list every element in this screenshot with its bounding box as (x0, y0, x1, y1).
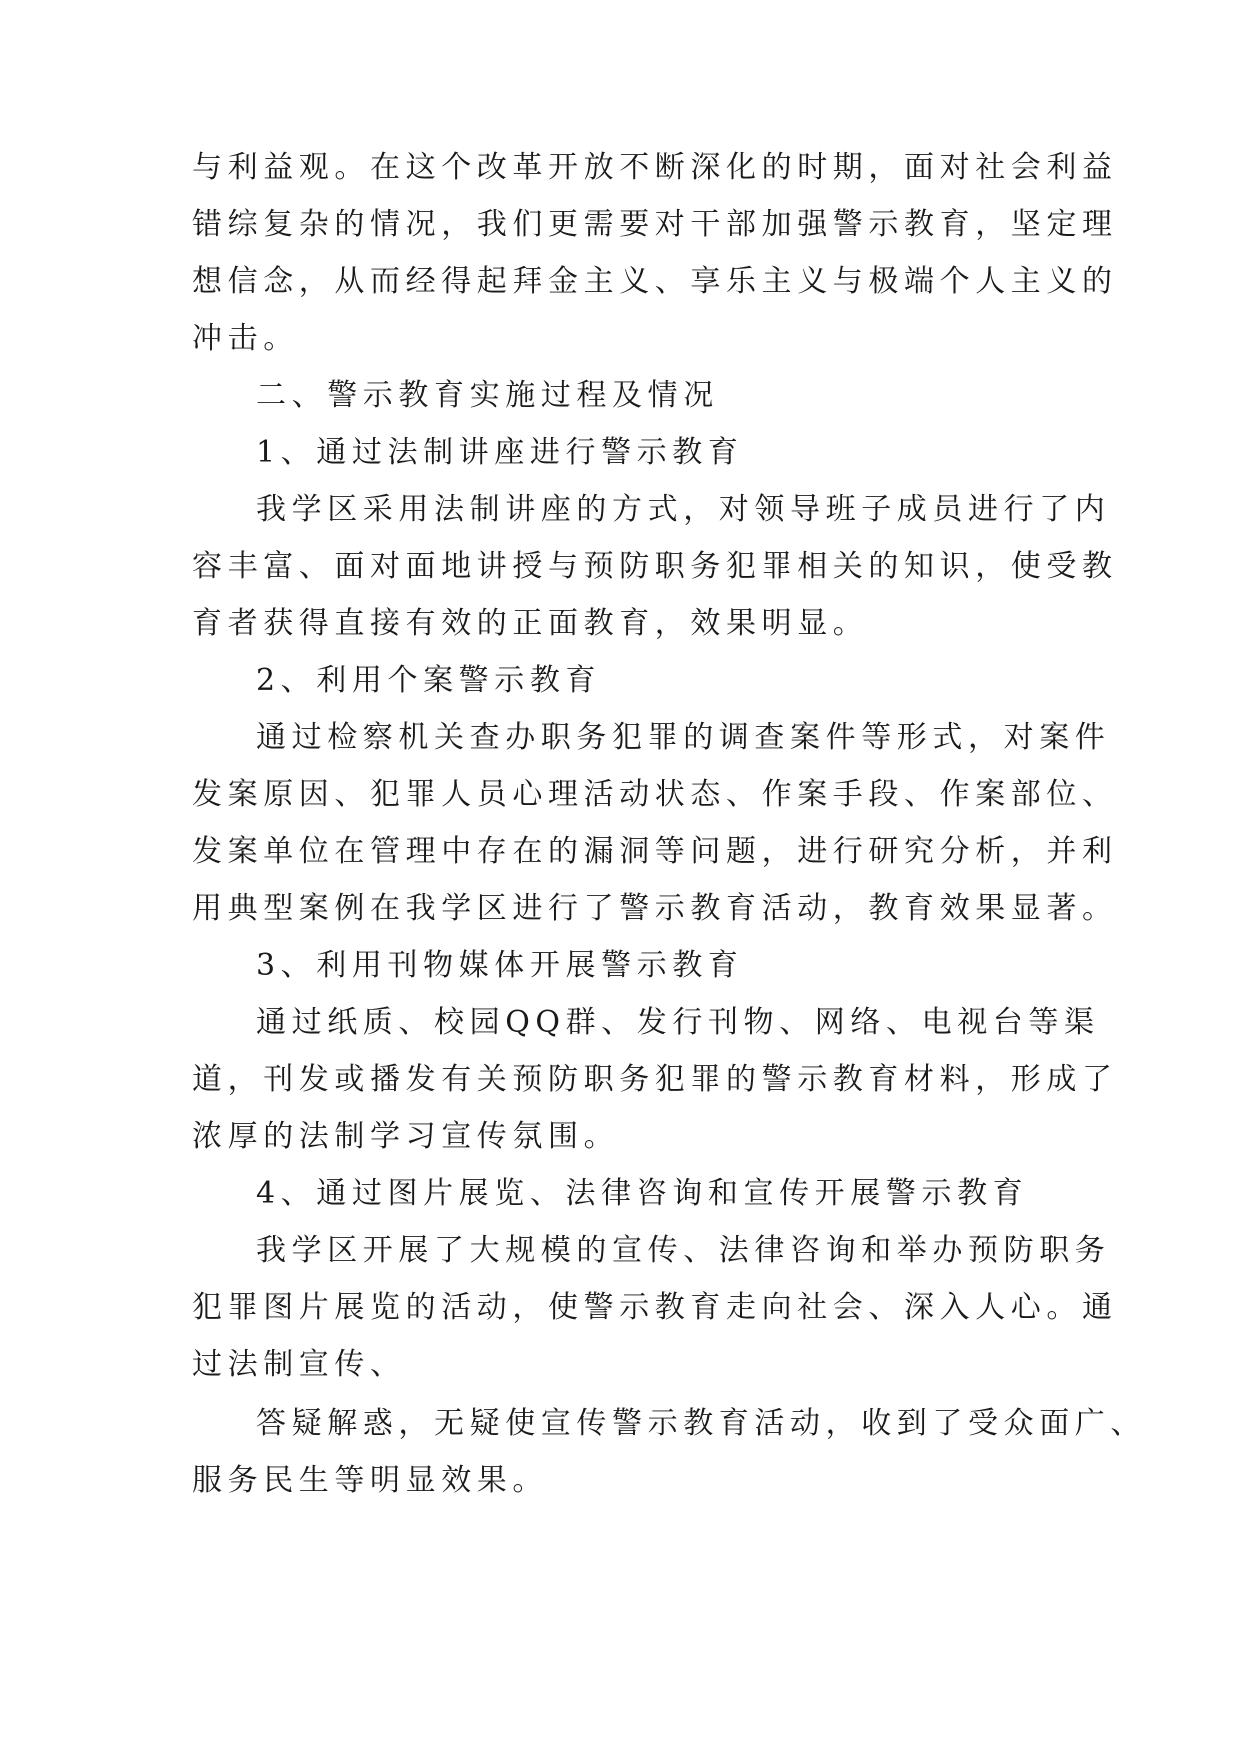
text-line: 发案原因、犯罪人员心理活动状态、作案手段、作案部位、 (192, 777, 1118, 812)
text-line: 答疑解惑，无疑使宣传警示教育活动，收到了受众面广、 (256, 1406, 1146, 1441)
subsection-heading: 4、通过图片展览、法律咨询和宣传开展警示教育 (256, 1176, 1029, 1211)
text-line: 道，刊发或播发有关预防职务犯罪的警示教育材料，形成了 (192, 1062, 1118, 1097)
text-line: 错综复杂的情况，我们更需要对干部加强警示教育，坚定理 (192, 207, 1118, 242)
text-line: 通过纸质、校园QQ群、发行刊物、网络、电视台等渠 (256, 1005, 1100, 1040)
text-line: 犯罪图片展览的活动，使警示教育走向社会、深入人心。通 (192, 1290, 1118, 1325)
text-line: 想信念，从而经得起拜金主义、享乐主义与极端个人主义的 (192, 264, 1118, 299)
text-line: 与利益观。在这个改革开放不断深化的时期，面对社会利益 (192, 150, 1118, 185)
text-line: 发案单位在管理中存在的漏洞等问题，进行研究分析，并利 (192, 834, 1118, 869)
text-line: 冲击。 (192, 321, 299, 356)
text-line: 我学区开展了大规模的宣传、法律咨询和举办预防职务 (256, 1233, 1111, 1268)
text-line: 用典型案例在我学区进行了警示教育活动，教育效果显著。 (192, 891, 1118, 926)
text-line: 育者获得直接有效的正面教育，效果明显。 (192, 606, 869, 641)
subsection-heading: 2、利用个案警示教育 (256, 663, 602, 698)
subsection-heading: 1、通过法制讲座进行警示教育 (256, 435, 744, 470)
section-heading: 二、警示教育实施过程及情况 (256, 378, 719, 413)
text-line: 服务民生等明显效果。 (192, 1463, 548, 1498)
text-line: 我学区采用法制讲座的方式，对领导班子成员进行了内 (256, 492, 1111, 527)
subsection-heading: 3、利用刊物媒体开展警示教育 (256, 948, 744, 983)
text-line: 容丰富、面对面地讲授与预防职务犯罪相关的知识，使受教 (192, 549, 1118, 584)
text-line: 通过检察机关查办职务犯罪的调查案件等形式，对案件 (256, 720, 1111, 755)
text-line: 过法制宣传、 (192, 1347, 406, 1382)
text-line: 浓厚的法制学习宣传氛围。 (192, 1119, 620, 1154)
